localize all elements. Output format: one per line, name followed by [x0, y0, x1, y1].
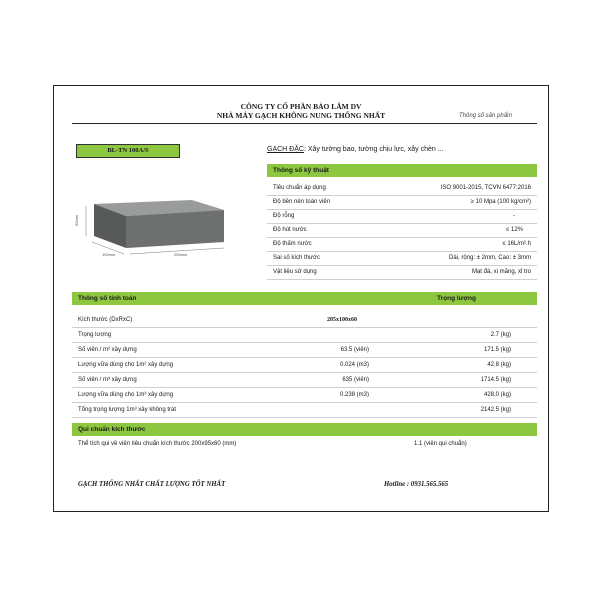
spec-label: Sai số kích thước	[273, 255, 320, 261]
standard-row	[72, 438, 537, 451]
spec-row	[267, 266, 537, 280]
calc-weight: 171.5 (kg)	[483, 347, 511, 353]
product-usage: : Xây tường bao, tường chịu lực, xây chèn ...	[303, 146, 444, 153]
spec-value: ≤ 16L/m².h	[502, 241, 531, 247]
calc-mid-value: 0.024 (m3)	[339, 362, 369, 368]
spec-row	[267, 238, 537, 252]
spec-value: Dài, rộng: ± 2mm, Cao: ± 3mm	[449, 255, 531, 261]
calc-row	[72, 329, 537, 343]
calc-heading-label: Thông số tính toán	[78, 295, 137, 302]
spec-row	[267, 196, 537, 210]
document-label: Thông số sản phẩm	[459, 113, 513, 119]
footer-hotline: Hotline : 0931.565.565	[384, 481, 449, 488]
calc-row	[72, 404, 537, 418]
spec-value: Mạt đá, xi măng, xỉ tro	[471, 269, 531, 275]
standard-label: Thể tích qui về viên tiêu chuẩn kích thước 200x95x60 (mm)	[78, 441, 237, 447]
standard-value: 1.1 (viên qui chuẩn)	[414, 441, 467, 447]
calc-weight: 2.7 (kg)	[490, 332, 511, 338]
spec-row	[267, 252, 537, 266]
spec-value: -	[513, 213, 515, 219]
specs-heading: Thông số kỹ thuật	[267, 164, 537, 177]
width-dimension-label: 100mm	[102, 252, 116, 257]
calc-row	[72, 359, 537, 373]
spec-label: Độ thấm nước	[273, 241, 312, 247]
spec-row	[267, 210, 537, 224]
brick-side-face	[126, 210, 224, 248]
calc-mid-value: 635 (viên)	[342, 377, 369, 383]
calc-weight: 428.0 (kg)	[483, 392, 511, 398]
standard-heading: Qui chuẩn kích thước	[72, 423, 537, 436]
spec-value: ISO 9001-2015, TCVN 6477:2016	[440, 185, 531, 191]
size-value: 205x100x60	[327, 317, 357, 323]
product-sheet	[53, 85, 549, 512]
spec-row	[267, 224, 537, 238]
calc-label: Lượng vữa dùng cho 1m³ xây dựng	[78, 392, 174, 398]
spec-row	[267, 182, 537, 196]
spec-label: Độ hút nước	[273, 227, 307, 233]
product-code-badge: BL-TN 100A/S	[76, 144, 180, 158]
calc-row	[72, 374, 537, 388]
size-label: Kích thước (DxRxC)	[78, 317, 133, 323]
calc-label: Lượng vữa dùng cho 1m² xây dựng	[78, 362, 174, 368]
calc-weight: 2142.5 (kg)	[480, 407, 511, 413]
calc-weight: 42.8 (kg)	[487, 362, 511, 368]
factory-name: NHÀ MÁY GẠCH KHÔNG NUNG THỐNG NHẤT	[216, 111, 386, 120]
product-title	[267, 146, 444, 153]
brick-illustration	[64, 186, 254, 258]
calc-label: Số viên / m³ xây dựng	[78, 377, 137, 383]
company-name: CÔNG TY CỔ PHẦN BẢO LÂM DV	[240, 102, 362, 111]
spec-label: Tiêu chuẩn áp dụng	[273, 185, 326, 191]
header-divider	[72, 123, 537, 124]
calc-weight: 1714.5 (kg)	[480, 377, 511, 383]
size-row	[72, 314, 537, 328]
spec-label: Độ rỗng	[273, 213, 295, 219]
spec-label: Độ bền nén toàn viên	[273, 199, 331, 205]
spec-value: ≥ 10 Mpa (100 kg/cm²)	[470, 199, 531, 205]
calc-row	[72, 344, 537, 358]
specs-table	[267, 182, 537, 280]
spec-label: Vật liệu sử dụng	[273, 269, 317, 275]
product-type: GẠCH ĐẶC	[267, 146, 304, 153]
calc-label: Số viên / m² xây dựng	[78, 347, 137, 353]
length-dimension-label: 200mm	[174, 252, 188, 257]
calc-mid-value: 0.238 (m3)	[339, 392, 369, 398]
calc-heading-weight: Trọng lượng	[437, 295, 476, 302]
height-dimension-label: 60mm	[74, 214, 79, 226]
footer-slogan: GẠCH THỐNG NHẤT CHẤT LƯỢNG TỐT NHẤT	[78, 481, 226, 488]
calc-row	[72, 389, 537, 403]
spec-value: ≤ 12%	[506, 227, 523, 233]
calc-mid-value: 63.5 (viên)	[340, 347, 369, 353]
calc-label: Tổng trọng lượng 1m³ xây không trát	[78, 407, 176, 413]
calc-heading	[72, 292, 537, 305]
calc-label: Trọng lượng	[78, 332, 112, 338]
